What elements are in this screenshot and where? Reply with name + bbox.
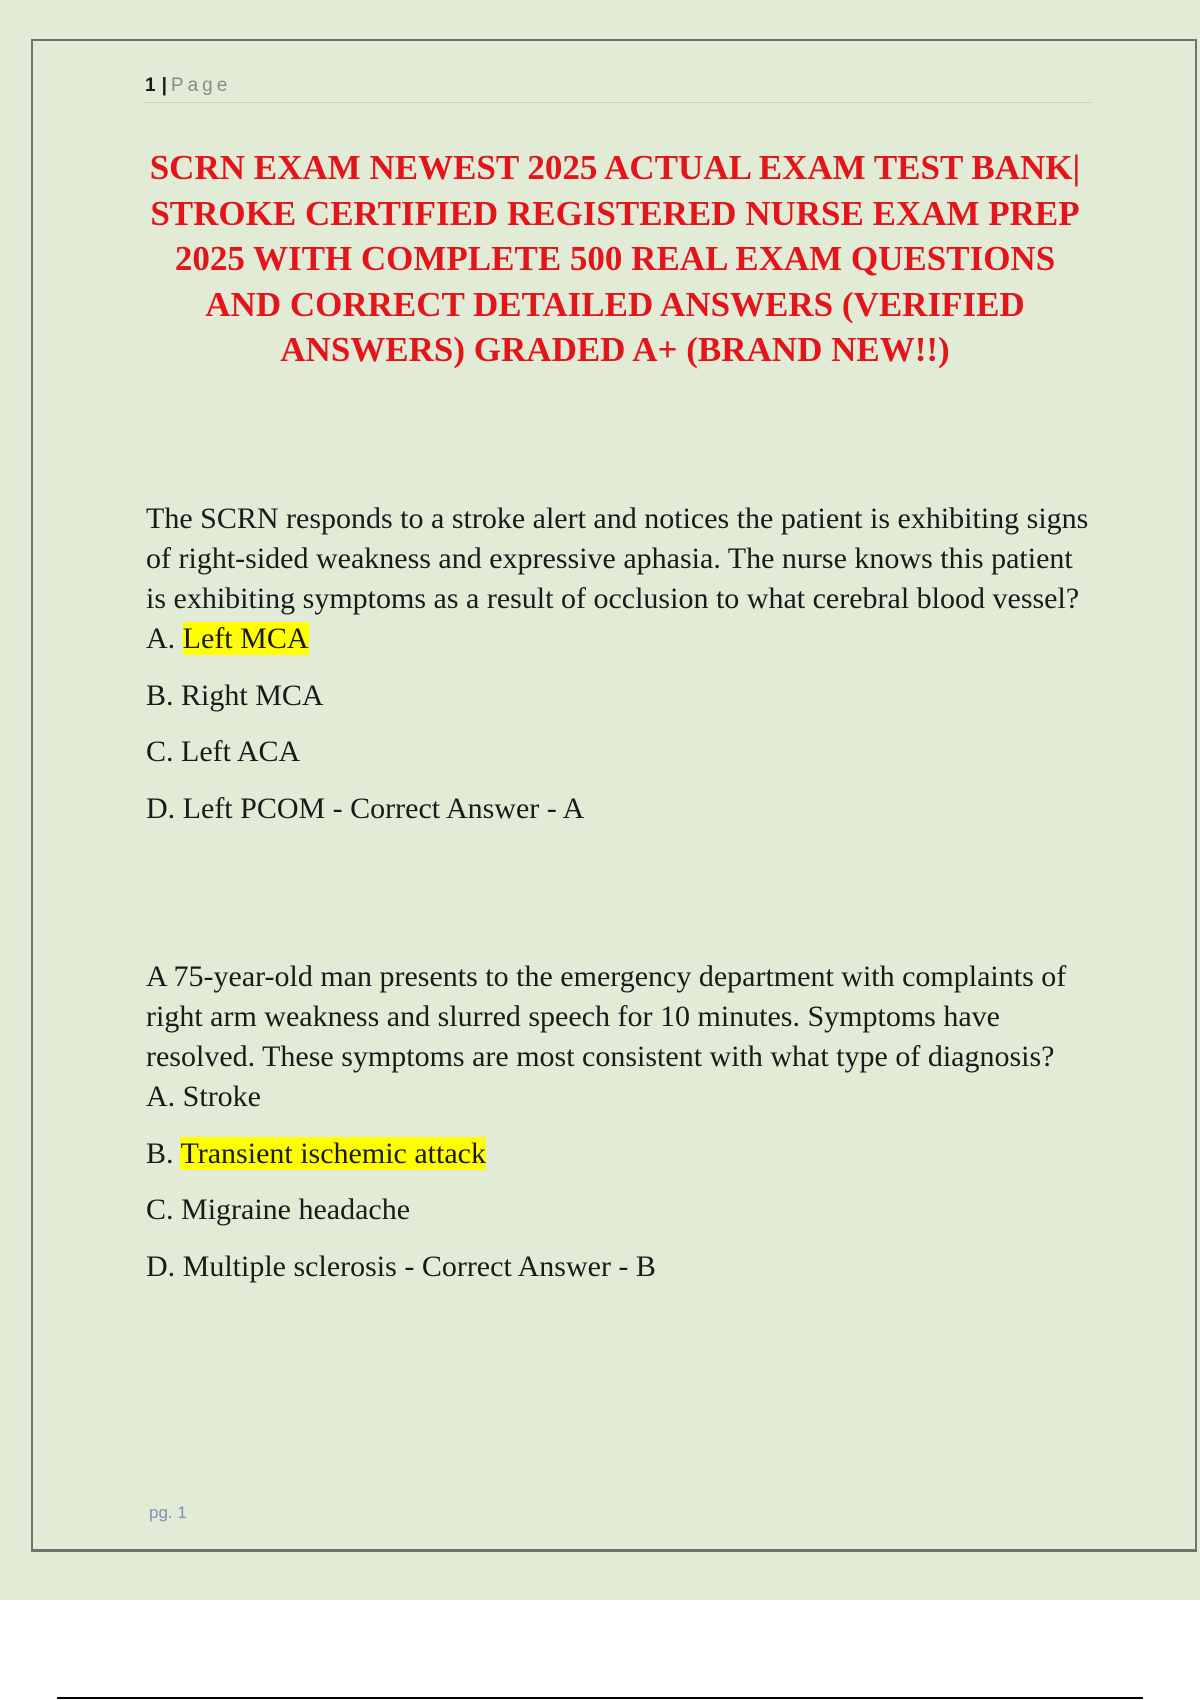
answer-option [146, 789, 1096, 846]
option-text: Multiple sclerosis [182, 1249, 397, 1283]
question-stem: The SCRN responds to a stroke alert and notices the patient is exhibiting signs of right-sided weakness and expressive aphasia. The nurse knows this patient is exhibiting symptoms as a result of occlusion to what cerebral blood vessel? [146, 502, 1089, 615]
header-separator: | [161, 75, 167, 96]
answer-option [146, 676, 1096, 733]
option-letter: A. [146, 1080, 176, 1113]
question-block [146, 499, 1096, 845]
answer-option [146, 1134, 1096, 1191]
option-text: Stroke [182, 1080, 261, 1113]
answer-option [146, 732, 1096, 789]
option-letter: B. [146, 678, 174, 712]
footer-page-number: pg. 1 [149, 1503, 187, 1522]
highlighted-correct-answer: Transient ischemic attack [180, 1136, 486, 1170]
option-text: Left PCOM [182, 791, 326, 825]
option-letter: B. [146, 1136, 174, 1170]
option-letter: C. [146, 735, 174, 768]
option-letter: A. [146, 622, 176, 655]
correct-answer-note: - Correct Answer - B [396, 1249, 656, 1283]
header-page-word: Page [170, 75, 232, 96]
question-stem: A 75-year-old man presents to the emergency department with complaints of right arm weakness and slurred speech for 10 minutes. Symptoms have resolved. These symptoms are most consistent with what type of diagnosis? [146, 960, 1067, 1073]
answer-option [146, 619, 1096, 676]
page-header [145, 74, 1091, 103]
option-text: Left ACA [181, 735, 301, 768]
option-letter: D. [146, 791, 176, 825]
question-block [146, 957, 1096, 1303]
answer-option [146, 1077, 1096, 1134]
answer-option [146, 1190, 1096, 1247]
highlighted-correct-answer: Left MCA [182, 622, 309, 655]
answer-option [146, 1247, 1096, 1304]
option-letter: D. [146, 1249, 176, 1283]
header-page-number: 1 [145, 75, 156, 96]
option-text: Right MCA [181, 678, 324, 712]
option-letter: C. [146, 1193, 174, 1226]
correct-answer-note: - Correct Answer - A [325, 791, 585, 825]
option-text: Migraine headache [181, 1193, 411, 1226]
bottom-divider [57, 1697, 1143, 1699]
document-title: SCRN EXAM NEWEST 2025 ACTUAL EXAM TEST BANK| STROKE CERTIFIED REGISTERED NURSE EXAM PREP 2025 WITH COMPLETE 500 REAL EXAM QUESTIONS AND CORRECT DETAILED ANSWERS (VERIFIED ANSWERS) GRADED A+ (BRAND NEW!!) [149, 148, 1081, 369]
